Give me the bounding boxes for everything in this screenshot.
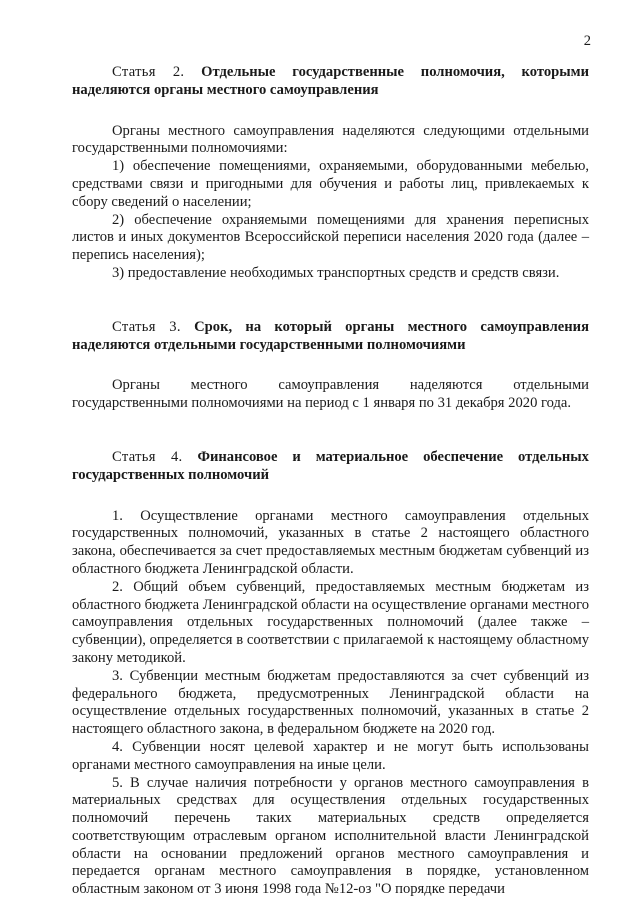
article-2-number: Статья 2. <box>112 64 185 80</box>
article-4-clause-3: 3. Субвенции местным бюджетам предоставляются за счет субвенций из федерального бюджета, предусмотренных Ленинградской области на осуществление отдельных государственных полномочий, указанных в статье 2 настоящего областного закона, в федеральном бюджете на 2020 год. <box>72 667 589 738</box>
article-2-item-2: 2) обеспечение охраняемыми помещениями для хранения переписных листов и иных документов Всероссийской переписи населения 2020 года (далее – перепись населения); <box>72 211 589 264</box>
article-2-item-3: 3) предоставление необходимых транспортных средств и средств связи. <box>112 264 560 281</box>
article-2-heading <box>72 64 589 100</box>
document-body <box>72 64 589 899</box>
article-3-title: Срок, на который органы местного самоуправления наделяются отдельными государственными полномочиями <box>72 318 589 353</box>
article-4-number: Статья 4. <box>112 448 183 465</box>
article-4-title: Финансовое и материальное обеспечение отдельных государственных полномочий <box>72 448 589 483</box>
article-3-heading <box>72 319 589 355</box>
article-3-paragraph: Органы местного самоуправления наделяются отдельными государственными полномочиями на период с 1 января по 31 декабря 2020 года. <box>72 377 589 412</box>
article-4-clause-5: 5. В случае наличия потребности у органов местного самоуправления в материальных средствах для осуществления отдельных государственных полномочий перечень таких материальных средств определяется соответствующим отраслевым органом исполнительной власти Ленинградской области на основании предложений органов местного самоуправления и передается органам местного самоуправления в порядке, установленном областным законом от 3 июня 1998 года №12-оз "О порядке передачи <box>72 774 589 898</box>
page-number: 2 <box>583 33 591 49</box>
article-4-clause-2: 2. Общий объем субвенций, предоставляемых местным бюджетам из областного бюджета Ленинградской области на осуществление органами местного самоуправления отдельных государственных полномочий (далее также – субвенции), определяется в соответствии с прилагаемой к настоящему областному закону методикой. <box>72 578 589 666</box>
article-4-clause-4: 4. Субвенции носят целевой характер и не могут быть использованы органами местного самоуправления на иные цели. <box>72 738 589 773</box>
article-3-number: Статья 3. <box>112 318 181 335</box>
article-4-clause-1: 1. Осуществление органами местного самоуправления отдельных государственных полномочий, указанных в статье 2 настоящего областного закона, обеспечивается за счет предоставляемых местным бюджетам субвенций из областного бюджета Ленинградской области. <box>72 507 589 577</box>
article-4-heading <box>72 449 589 485</box>
article-2-item-1: 1) обеспечение помещениями, охраняемыми, оборудованными мебелью, средствами связи и пригодными для обучения и работы лиц, привлекаемых к сбору сведений о населении; <box>72 158 589 210</box>
article-2-title: Отдельные государственные полномочия, которыми наделяются органы местного самоуправления <box>72 64 589 98</box>
article-2-paragraph: Органы местного самоуправления наделяются следующими отдельными государственными полномочиями: <box>72 122 589 157</box>
